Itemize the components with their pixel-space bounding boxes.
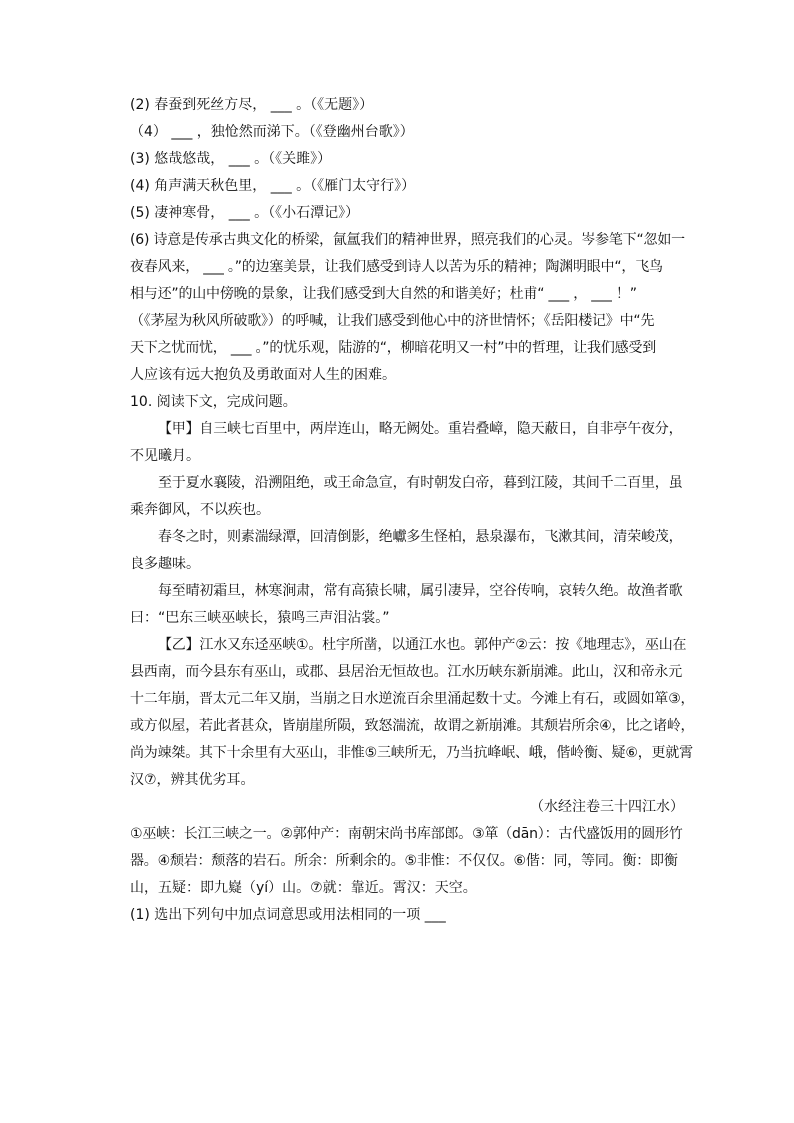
question-5: (5) 凄神寒骨， ___ 。（《小石潭记》） — [130, 205, 360, 221]
passage-yi-line-1: 【乙】江水又东迳巫峡①。杜宇所凿，以通江水也。郭仲产②云：按《地理志》，巫山在 — [158, 637, 687, 653]
passage-jia-p2-line-1: 至于夏水襄陵，沿溯阻绝，或王命急宣，有时朝发白帝，暮到江陵，其间千二百里，虽 — [158, 475, 683, 491]
question-2: (2) 春蚕到死丝方尽， ___ 。（《无题》） — [130, 97, 374, 113]
question-6-line-3: 相与还”的山中傍晚的景象，让我们感受到大自然的和谐美好；杜甫“ ___ ， ___ ！” — [130, 286, 637, 302]
question-6-line-2: 夜春风来， ___ 。”的边塞美景，让我们感受到诗人以苦为乐的精神；陶渊明眼中“，飞鸟 — [130, 259, 663, 275]
passage-jia-p2-line-2: 乘奔御风，不以疾也。 — [130, 502, 270, 518]
question-10-1: (1) 选出下列句中加点词意思或用法相同的一项 ___ — [130, 907, 446, 923]
passage-jia-p1-line-2: 不见曦月。 — [130, 448, 200, 464]
question-10-heading: 10. 阅读下文，完成问题。 — [130, 394, 297, 410]
passage-jia-p4-line-2: 曰：“巴东三峡巫峡长，猿鸣三声泪沾裳。” — [130, 610, 390, 626]
passage-source: （水经注卷三十四江水） — [530, 799, 684, 815]
passage-jia-p3-line-1: 春冬之时，则素湍绿潭，回清倒影，绝巘多生怪柏，悬泉瀑布，飞漱其间，清荣峻茂， — [158, 529, 683, 545]
question-6-line-5: 天下之忧而忧， ___ 。”的忧乐观，陆游的“，柳暗花明又一村”中的哲理，让我们感受到 — [130, 340, 657, 356]
passage-jia-p4-line-1: 每至晴初霜旦，林寒涧肃，常有高猿长啸，属引凄异，空谷传响，哀转久绝。故渔者歌 — [158, 583, 683, 599]
passage-yi-line-5: 尚为竦桀。其下十余里有大巫山，非惟⑤三峡所无，乃当抗峰岷、峨，偕岭衡、疑⑥，更就霄 — [130, 745, 693, 761]
passage-yi-line-6: 汉⑦，辨其优劣耳。 — [130, 772, 255, 788]
footnotes-line-3: 山，五疑：即九嶷（yí）山。⑦就：靠近。霄汉：天空。 — [130, 880, 477, 896]
passage-yi-line-2: 县西南，而今县东有巫山，或郡、县居治无恒故也。江水历峡东新崩滩。此山，汉和帝永元 — [130, 664, 682, 680]
footnotes-line-1: ①巫峡：长江三峡之一。②郭仲产：南朝宋尚书库部郎。③箪（dān）：古代盛饭用的圆形竹 — [130, 826, 683, 842]
page-body — [130, 92, 696, 929]
question-3: (3) 悠哉悠哉， ___ 。（《关雎》） — [130, 151, 332, 167]
passage-yi-line-3: 十二年崩，晋太元二年又崩，当崩之日水逆流百余里涌起数十丈。今滩上有石，或圆如箪③， — [130, 691, 695, 707]
passage-yi-line-4: 或方似屋，若此者甚众，皆崩崖所陨，致怒湍流，故谓之新崩滩。其颓岩所余④，比之诸岭， — [130, 718, 695, 734]
question-4: （4） ___ ，独怆然而涕下。（《登幽州台歌》） — [130, 124, 414, 140]
passage-jia-p3-line-2: 良多趣味。 — [130, 556, 200, 572]
question-6-line-1: (6) 诗意是传承古典文化的桥梁，氤氲我们的精神世界，照亮我们的心灵。岑参笔下“忽如一 — [130, 232, 685, 248]
passage-jia-p1-line-1: 【甲】自三峡七百里中，两岸连山，略无阙处。重岩叠嶂，隐天蔽日，自非亭午夜分， — [158, 421, 683, 437]
question-6-line-6: 人应该有远大抱负及勇敢面对人生的困难。 — [130, 367, 396, 383]
question-6-line-4: （《茅屋为秋风所破歌》）的呼喊，让我们感受到他心中的济世情怀；《岳阳楼记》中“先 — [130, 313, 655, 329]
question-4b: (4) 角声满天秋色里， ___ 。（《雁门太守行》） — [130, 178, 416, 194]
footnotes-line-2: 器。④颓岩：颓落的岩石。所余：所剩余的。⑤非惟：不仅仅。⑥偕：同，等同。衡：即衡 — [130, 853, 678, 869]
